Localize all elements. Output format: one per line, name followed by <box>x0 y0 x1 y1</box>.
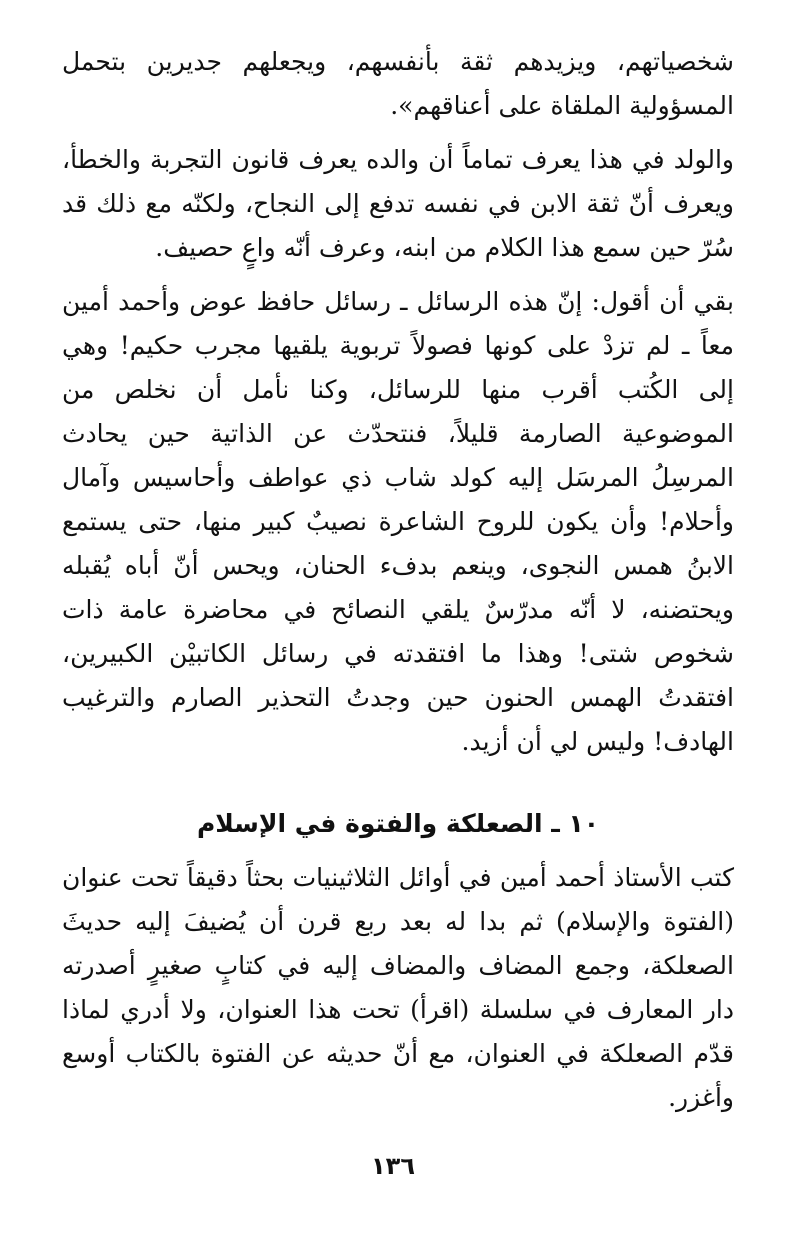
section-heading: ١٠ ـ الصعلكة والفتوة في الإسلام <box>196 809 600 838</box>
document-page <box>62 40 734 1120</box>
paragraph-4: كتب الأستاذ أحمد أمين في أوائل الثلاثينيات بحثاً دقيقاً تحت عنوان (الفتوة والإسلام) ثم بدا له بعد ربع قرن أن يُضيفَ إليه حديثَ الصعلكة، وجمع المضاف والمضاف إليه في كتابٍ صغيرٍ أصدرته دار المعارف في سلسلة (اقرأ) تحت هذا العنوان، ولا أدري لماذا قدّم الصعلكة في العنوان، مع أنّ حديثه عن الفتوة بالكتاب أوسع وأغزر. <box>62 863 734 1112</box>
paragraph-1: شخصياتهم، ويزيدهم ثقة بأنفسهم، ويجعلهم جديرين بتحمل المسؤولية الملقاة على أعناقهم». <box>62 47 734 120</box>
paragraph-3: بقي أن أقول: إنّ هذه الرسائل ـ رسائل حافظ عوض وأحمد أمين معاً ـ لم تزدْ على كونها فصولاً تربوية يلقيها مجرب حكيم! وهي إلى الكُتب أقرب منها للرسائل، وكنا نأمل أن نخلص من الموضوعية الصارمة قليلاً، فنتحدّث عن الذاتية حين يحادث المرسِلُ المرسَل إليه كولد شاب ذي عواطف وأحاسيس وآمال وأحلام! وأن يكون للروح الشاعرة نصيبٌ كبير منها، حتى يستمع الابنُ همس النجوى، وينعم بدفء الحنان، ويحس أنّ أباه يُقبله ويحتضنه، لا أنّه مدرّسٌ يلقي النصائح في محاضرة عامة ذات شخوص شتى! وهذا ما افتقدته في رسائل الكاتبيْن الكبيرين، افتقدتُ الهمس الحنون حين وجدتُ التحذير الصارم والترغيب الهادف! وليس لي أن أزيد. <box>62 287 735 756</box>
paragraph-2: والولد في هذا يعرف تماماً أن والده يعرف قانون التجربة والخطأ، ويعرف أنّ ثقة الابن في نفسه تدفع إلى النجاح، ولكنّه مع ذلك قد سُرّ حين سمع هذا الكلام من ابنه، وعرف أنّه واعٍ حصيف. <box>62 145 734 262</box>
page-number: ١٣٦ <box>371 1152 415 1180</box>
